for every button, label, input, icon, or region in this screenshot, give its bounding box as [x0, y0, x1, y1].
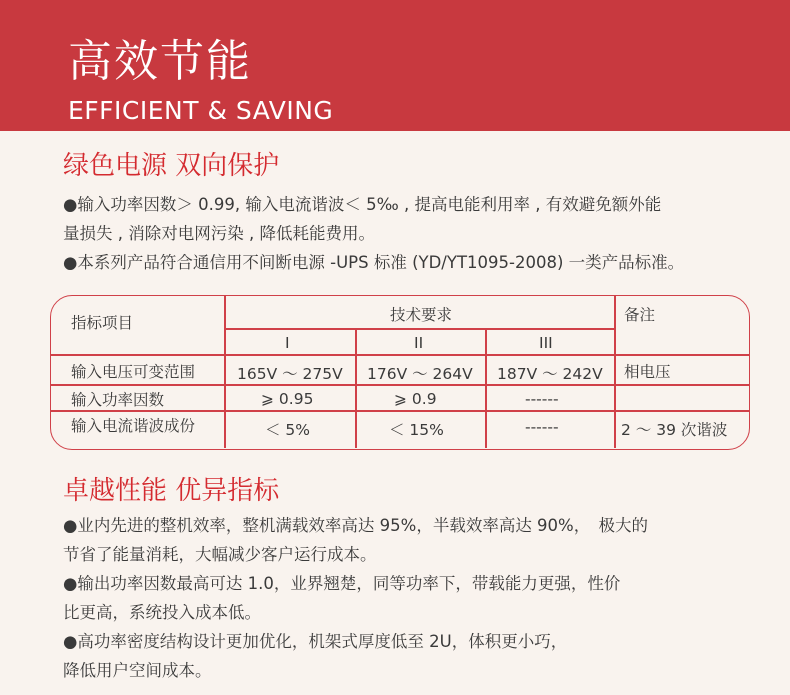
section1-line: 量损失 , 消除对电网污染 , 降低耗能费用。 [63, 224, 375, 243]
section-title-green-power: 绿色电源 双向保护 [63, 151, 280, 181]
table-cell: ⩾ 0.9 [394, 390, 437, 408]
table-divider [51, 354, 749, 356]
table-cell-note: 相电压 [624, 363, 671, 381]
table-cell: ------ [525, 390, 559, 408]
table-cell-note: 2 ～ 39 次谐波 [621, 421, 728, 439]
table-level-2: II [414, 334, 424, 352]
table-row-name: 输入电流谐波成份 [71, 417, 196, 435]
header-banner [0, 0, 790, 131]
table-cell: 176V ～ 264V [367, 365, 473, 383]
table-cell: 165V ～ 275V [237, 365, 343, 383]
table-level-1: I [285, 334, 290, 352]
table-divider [485, 329, 487, 448]
table-divider [355, 329, 357, 448]
table-header-note: 备注 [624, 306, 656, 324]
table-divider [51, 410, 749, 412]
table-cell: 187V ～ 242V [497, 365, 603, 383]
table-row-name: 输入功率因数 [71, 391, 165, 409]
section2-line: ●业内先进的整机效率，整机满载效率高达 95%，半载效率高达 90%， 极大的 [63, 516, 648, 535]
section-title-performance: 卓越性能 优异指标 [63, 476, 280, 506]
section2-line: 降低用户空间成本。 [63, 661, 212, 680]
section1-body [63, 190, 763, 277]
section2-line: ●高功率密度结构设计更加优化，机架式厚度低至 2U，体积更小巧， [63, 632, 568, 651]
table-divider [614, 296, 616, 448]
table-divider [224, 296, 226, 448]
page-title: 高效节能 [68, 36, 252, 87]
table-header-tech: 技术要求 [390, 306, 453, 324]
section2-line: 节省了能量消耗，大幅减少客户运行成本。 [63, 545, 377, 564]
table-cell: ⩾ 0.95 [261, 390, 314, 408]
spec-table [50, 295, 750, 450]
table-header-item: 指标项目 [71, 314, 134, 332]
table-cell: ＜ 15% [389, 421, 444, 439]
section1-line: ●本系列产品符合通信用不间断电源 -UPS 标准 (YD/YT1095-2008) 一类产品标准。 [63, 253, 685, 272]
section2-line: 比更高，系统投入成本低。 [63, 603, 261, 622]
table-divider [224, 328, 615, 330]
section2-body [63, 511, 763, 685]
section1-line: ●输入功率因数＞ 0.99, 输入电流谐波＜ 5‰ , 提高电能利用率 , 有效避免额外能 [63, 195, 662, 214]
table-divider [51, 384, 749, 386]
table-level-3: III [539, 334, 553, 352]
table-cell: ------ [525, 418, 559, 436]
table-cell: ＜ 5% [265, 421, 311, 439]
table-row-name: 输入电压可变范围 [71, 363, 196, 381]
page-subtitle: EFFICIENT & SAVING [68, 96, 334, 125]
section2-line: ●输出功率因数最高可达 1.0，业界翘楚，同等功率下，带载能力更强，性价 [63, 574, 621, 593]
